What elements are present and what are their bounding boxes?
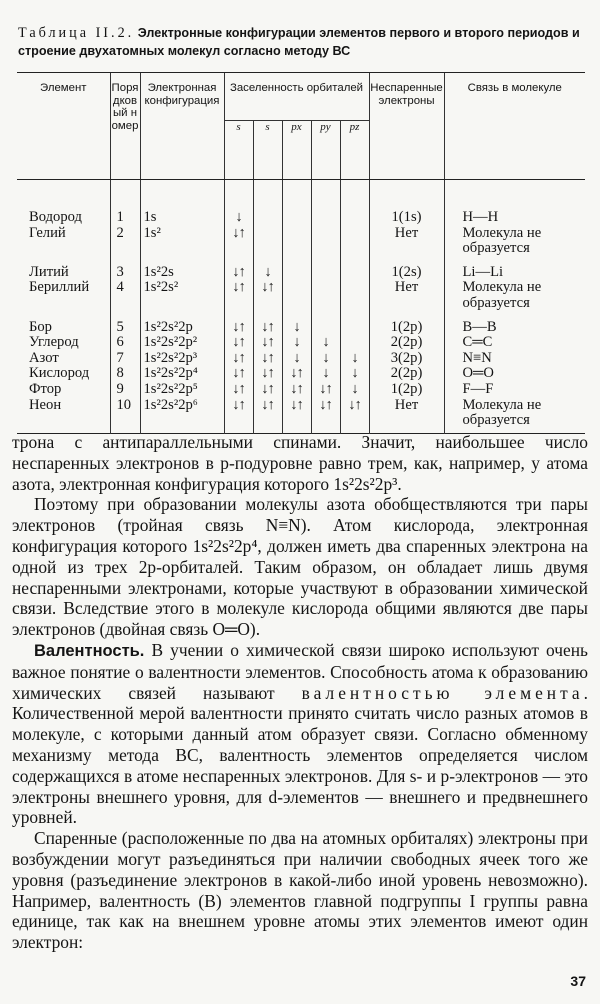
orbital-cell [311,210,340,226]
element-name: Бериллий [29,279,90,296]
table-label: Таблица II.2. [18,25,135,41]
paragraph-text: В учении о химической связи широко используют очень важное понятие о валентности элементов. Способность атома к образованию химических связей называют [12,639,588,703]
table-row [17,335,585,351]
molecule-bond: F—F [444,382,585,398]
unpaired-electrons: 1(2p) [369,382,444,398]
atomic-number: 1 [110,210,140,226]
atomic-number: 6 [110,335,140,351]
header-config: Электронная конфигурация [140,73,224,180]
orbital-cell: ↓↑ [224,366,253,382]
element-name: Гелий [29,224,66,241]
table-row [17,351,585,367]
orbital-cell [253,226,282,257]
orbital-cell: ↓↑ [253,335,282,351]
table-row [17,265,585,281]
orbital-cell: ↓↑ [224,382,253,398]
orbital-header: py [311,121,340,180]
molecule-bond: Li—Li [444,265,585,281]
section-heading: Валентность. [34,641,145,660]
paragraph: трона с антипараллельными спинами. Значит, наибольшее число неспаренных электронов в p-подуровне равно трем, как, например, у атома азота, электронная конфигурация которого 1s²2s²2p³. [12,432,588,494]
orbital-cell [282,210,311,226]
orbital-cell: ↓↑ [311,398,340,434]
electron-config: 1s²2s²2p⁶ [140,398,224,434]
table-title: Электронные конфигурации элементов первого и второго периодов и строение двухатомных молекул согласно методу ВС [18,26,580,58]
orbital-cell: ↓↑ [282,398,311,434]
electron-config: 1s² [140,226,224,257]
electron-config-table [17,72,585,434]
molecule-bond: C═C [444,335,585,351]
element-name: Бор [29,318,52,335]
orbital-cell: ↓↑ [340,398,369,434]
atomic-number: 5 [110,320,140,336]
element-name: Кислород [29,365,90,382]
orbital-cell [253,210,282,226]
paragraph: Спаренные (расположенные по два на атомных орбиталях) электроны при возбуждении могут разъединяться при наличии свободных ячеек того же уровня (разъединение электронов в какой-либо иной уровень невозможно). Например, валентность (В) элементов главной подгруппы I группы равна единице, так как на внешнем уровне атомы этих элементов имеют один электрон: [12,828,588,953]
atomic-number: 10 [110,398,140,434]
atomic-number: 7 [110,351,140,367]
orbital-cell [311,265,340,281]
orbital-cell: ↓↑ [224,351,253,367]
header-element: Элемент [17,73,110,180]
paragraph: Поэтому при образовании молекулы азота обобществляются три пары электронов (тройная связь N≡N). Атом кислорода, электронная конфигурация которого 1s²2s²2p⁴, должен иметь два спаренных электрона на одной из трех 2p-орбиталей. Таким образом, он обладает лишь двумя неспаренными электронами, которые участвуют в образовании химической связи. Вследствие этого в молекуле кислорода общими являются две пары электронов (двойная связь O═O). [12,494,588,640]
element-name: Неон [29,396,62,413]
orbital-cell: ↓ [311,351,340,367]
term-emphasis: валентностью элемента [301,682,584,703]
orbital-cell: ↓↑ [224,398,253,434]
orbital-cell [340,226,369,257]
atomic-number: 9 [110,382,140,398]
table-row [17,320,585,336]
orbital-cell: ↓↑ [224,320,253,336]
table-caption [18,24,588,60]
electron-config: 1s²2s² [140,280,224,311]
molecule-bond: Молекула не образуется [444,398,585,434]
orbital-cell: ↓↑ [224,335,253,351]
element-name: Азот [29,349,59,366]
molecule-bond: B—B [444,320,585,336]
electron-config: 1s²2s²2p⁵ [140,382,224,398]
body-text [12,432,588,953]
orbital-cell [311,320,340,336]
paragraph-text: . Количественной мерой валентности принято считать число разных атомов в молекуле, с которыми данный атом образует связи. Согласно обменному механизму метода ВС, валентность элементов определяется числом содержащихся в атоме неспаренных электронов. Для s- и p-электронов — это электроны внешнего уровня, для d-элементов — внешнего и предвнешнего уровней. [12,682,588,828]
orbital-cell: ↓↑ [282,366,311,382]
electron-config: 1s [140,210,224,226]
element-name: Фтор [29,380,62,397]
electron-config: 1s²2s²2p² [140,335,224,351]
unpaired-electrons: Нет [369,226,444,257]
orbital-cell: ↓ [311,366,340,382]
orbital-header: s [253,121,282,180]
element-name: Литий [29,263,69,280]
orbital-cell [340,265,369,281]
orbital-cell: ↓ [282,320,311,336]
orbital-header: pz [340,121,369,180]
orbital-cell: ↓ [311,335,340,351]
molecule-bond: Молекула не образуется [444,280,585,311]
orbital-cell [311,280,340,311]
orbital-cell [340,320,369,336]
header-unpaired: Неспаренные электроны [369,73,444,180]
table-row [17,382,585,398]
orbital-cell: ↓↑ [224,226,253,257]
orbital-cell: ↓↑ [282,382,311,398]
orbital-cell: ↓↑ [224,280,253,311]
unpaired-electrons: 2(2p) [369,366,444,382]
orbital-cell [340,335,369,351]
orbital-cell: ↓↑ [253,320,282,336]
orbital-cell: ↓↑ [253,398,282,434]
unpaired-electrons: 1(2p) [369,320,444,336]
page-number: 37 [570,973,586,989]
orbital-cell [340,210,369,226]
orbital-header: px [282,121,311,180]
orbital-cell [311,226,340,257]
unpaired-electrons: Нет [369,398,444,434]
orbital-cell: ↓↑ [253,280,282,311]
orbital-cell [340,280,369,311]
molecule-bond: O═O [444,366,585,382]
molecule-bond: N≡N [444,351,585,367]
table-row [17,398,585,434]
orbital-cell: ↓↑ [311,382,340,398]
orbital-cell [282,226,311,257]
electron-config: 1s²2s²2p⁴ [140,366,224,382]
molecule-bond: H—H [444,210,585,226]
orbital-cell [282,280,311,311]
paragraph-valence [12,640,588,828]
electron-config: 1s²2s²2p³ [140,351,224,367]
element-name: Водород [29,209,82,225]
atomic-number: 8 [110,366,140,382]
table-row [17,280,585,311]
orbital-cell: ↓↑ [253,351,282,367]
orbital-cell [282,265,311,281]
unpaired-electrons: Нет [369,280,444,311]
atomic-number: 2 [110,226,140,257]
orbital-cell: ↓ [282,335,311,351]
orbital-cell: ↓ [224,210,253,226]
table-row [17,210,585,226]
orbital-cell: ↓↑ [224,265,253,281]
orbital-cell: ↓↑ [253,366,282,382]
atomic-number: 3 [110,265,140,281]
table-row [17,226,585,257]
unpaired-electrons: 1(1s) [369,210,444,226]
orbital-cell: ↓↑ [253,382,282,398]
orbital-cell: ↓ [253,265,282,281]
electron-config: 1s²2s [140,265,224,281]
orbital-cell: ↓ [282,351,311,367]
orbital-cell: ↓ [340,351,369,367]
header-occupancy: Заселенность орбиталей [224,73,369,121]
header-bond: Связь в молекуле [444,73,585,180]
orbital-header: s [224,121,253,180]
table-row [17,366,585,382]
electron-config: 1s²2s²2p [140,320,224,336]
header-number: Порядковый номер [110,73,140,180]
molecule-bond: Молекула не образуется [444,226,585,257]
orbital-cell: ↓ [340,382,369,398]
unpaired-electrons: 3(2p) [369,351,444,367]
orbital-cell: ↓ [340,366,369,382]
atomic-number: 4 [110,280,140,311]
unpaired-electrons: 2(2p) [369,335,444,351]
element-name: Углерод [29,334,79,351]
unpaired-electrons: 1(2s) [369,265,444,281]
